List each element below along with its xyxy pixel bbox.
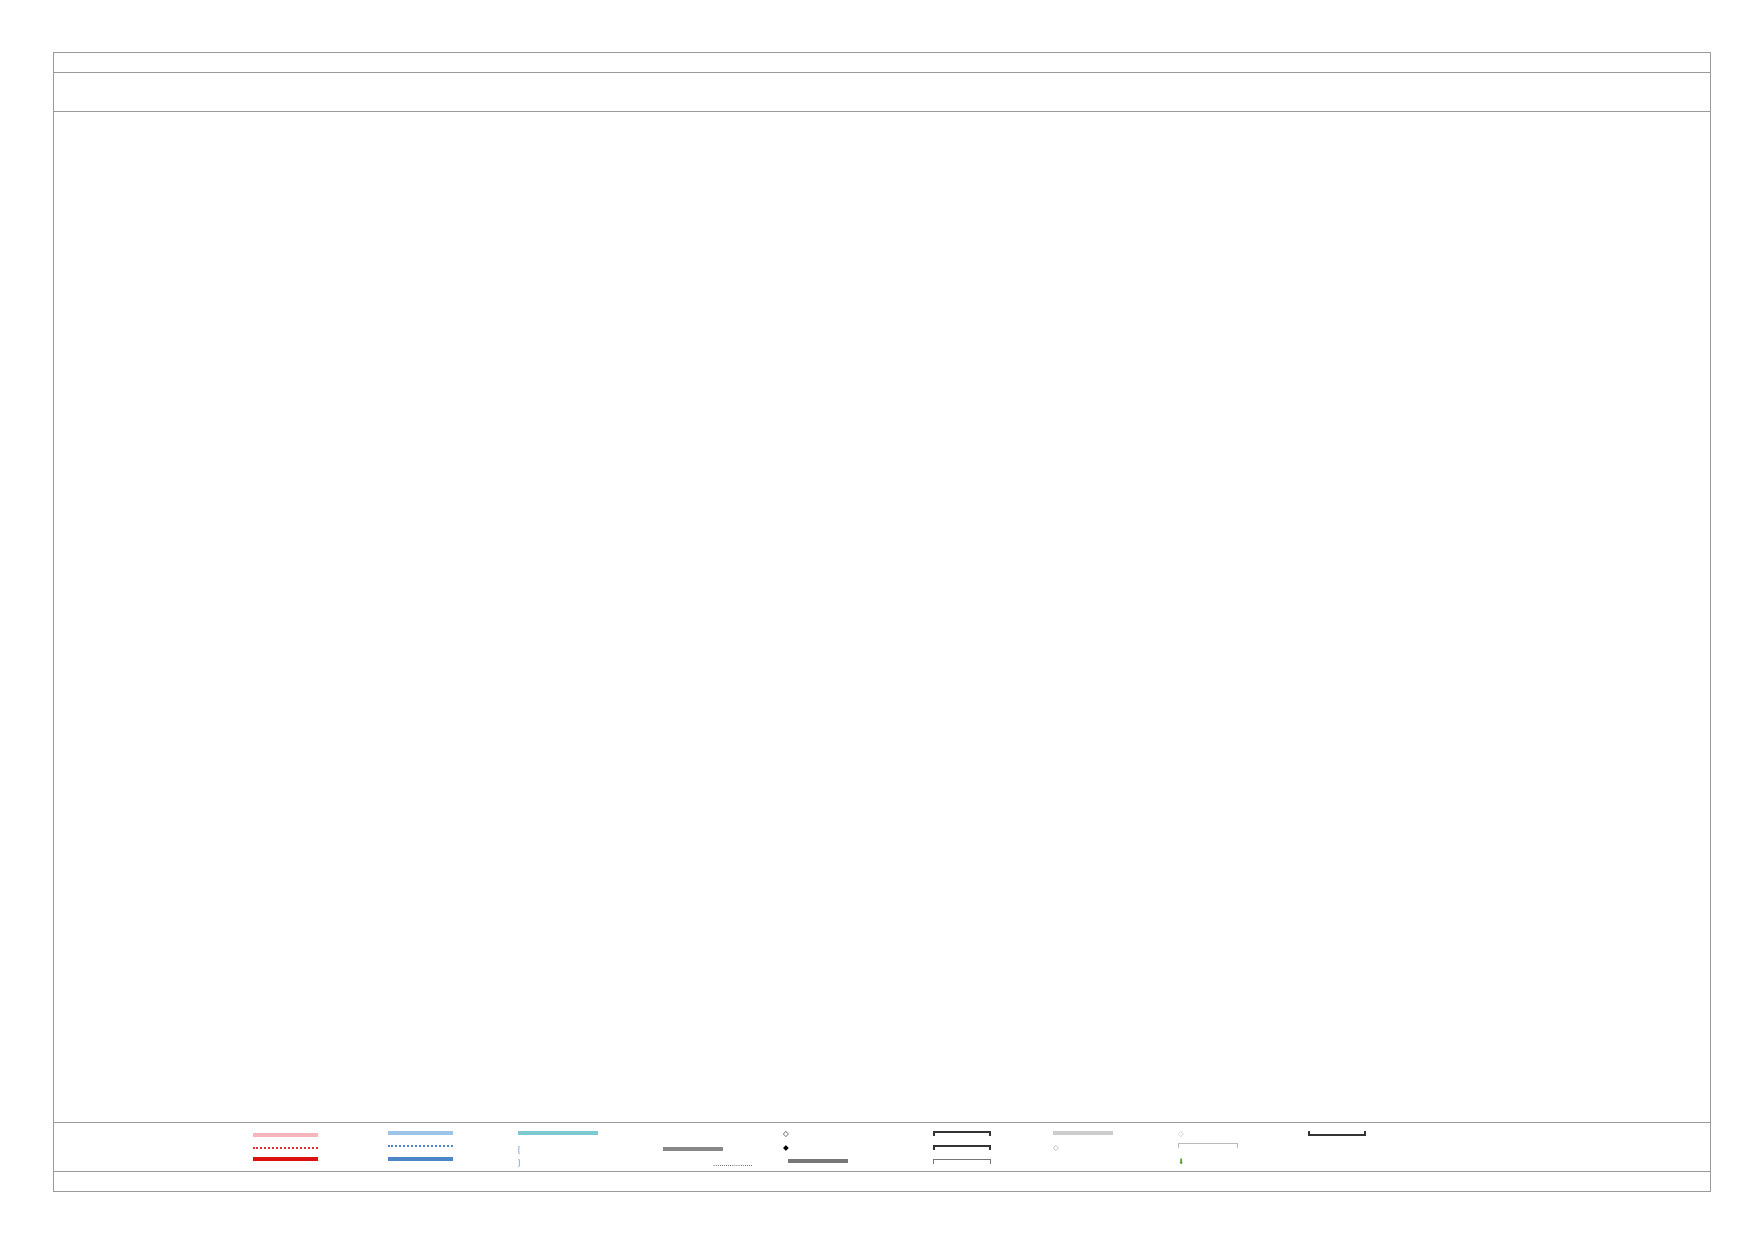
summary-bracket-1 bbox=[933, 1131, 991, 1136]
start-only-icon: [ bbox=[518, 1145, 521, 1154]
legend-task-bar bbox=[388, 1131, 453, 1135]
summary-bracket-2 bbox=[933, 1145, 991, 1150]
inactive-milestone-icon: ◇ bbox=[1178, 1129, 1184, 1138]
legend-split-line bbox=[388, 1145, 453, 1147]
milestone-outline-icon: ◇ bbox=[783, 1129, 789, 1138]
gantt-svg bbox=[1148, 72, 1711, 1122]
legend-duration-bar bbox=[518, 1131, 598, 1135]
legend-rolled-bar bbox=[788, 1159, 848, 1163]
legend-critical-progress bbox=[253, 1157, 318, 1161]
legend-progress-bar bbox=[388, 1157, 453, 1161]
legend-baseline-bar bbox=[663, 1147, 723, 1151]
legend-external-bar bbox=[1053, 1131, 1113, 1135]
summary-bracket-3 bbox=[933, 1159, 991, 1164]
deadline-icon: ⬇ bbox=[1178, 1157, 1185, 1166]
manual-summary bbox=[1308, 1131, 1366, 1136]
milestone-icon: ◆ bbox=[783, 1143, 789, 1152]
legend-dots: ................... bbox=[713, 1159, 753, 1168]
legend-critical-split bbox=[253, 1147, 318, 1149]
legend-critical-bar bbox=[253, 1133, 318, 1137]
finish-only-icon: ] bbox=[518, 1158, 521, 1167]
inactive-summary bbox=[1178, 1143, 1238, 1148]
gantt-chart[interactable] bbox=[1148, 72, 1711, 1122]
external-milestone-icon: ◇ bbox=[1053, 1143, 1059, 1152]
legend bbox=[53, 1122, 1711, 1172]
